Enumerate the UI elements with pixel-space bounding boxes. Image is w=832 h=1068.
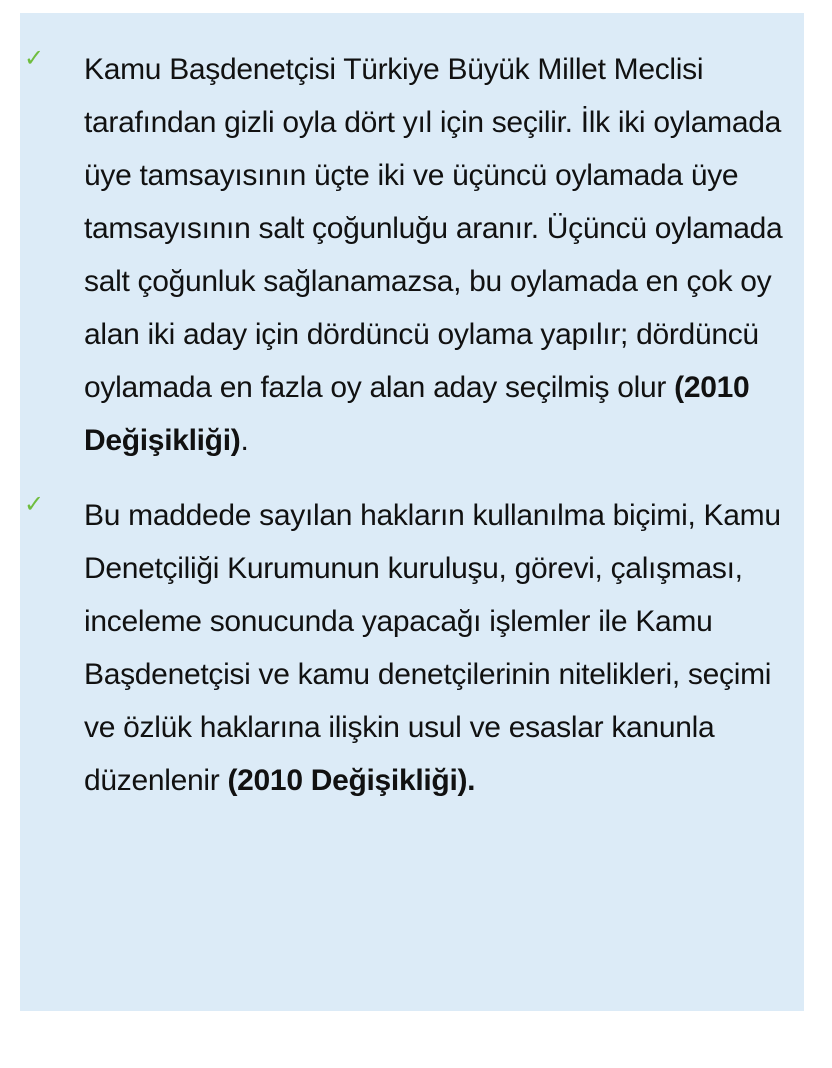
item-text: Bu maddede sayılan hakların kullanılma biçimi, Kamu Denetçiliği Kurumunun kuruluşu, görevi, çalışması, inceleme sonucunda yapacağı işlemler ile Kamu Başdenetçisi ve kamu denetçilerinin nitelikleri, seçimi ve özlük haklarına ilişkin usul ve esaslar kanunla düzenlenir: [84, 499, 781, 797]
list-item: [20, 489, 792, 807]
list-item-text: [84, 43, 792, 467]
check-icon: ✓: [24, 491, 45, 518]
item-text: Kamu Başdenetçisi Türkiye Büyük Millet Meclisi tarafından gizli oyla dört yıl için seçilir. İlk iki oylamada üye tamsayısının üçte iki ve üçüncü oylamada üye tamsayısının salt çoğunluğu aranır. Üçüncü oylamada salt çoğunluk sağlanamazsa, bu oylamada en çok oy alan iki aday için dördüncü oylama yapılır; dördüncü oylamada en fazla oy alan aday seçilmiş olur: [84, 53, 783, 404]
check-icon: ✓: [24, 45, 45, 72]
item-suffix: .: [240, 424, 249, 457]
list-item: [20, 43, 792, 467]
amendment-note: (2010 Değişikliği): [84, 371, 750, 457]
info-panel: [20, 13, 804, 1011]
amendment-note: (2010 Değişikliği).: [227, 764, 476, 797]
list-item-text: [84, 489, 792, 807]
